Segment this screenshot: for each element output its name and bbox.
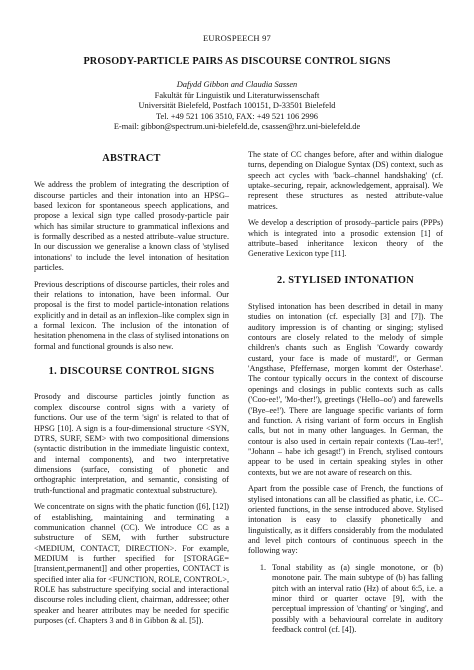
abstract-heading: ABSTRACT — [102, 153, 161, 164]
author-names: Dafydd Gibbon and Claudia Sassen — [176, 80, 298, 89]
right-paragraph-1: The state of CC changes before, after and within dialogue turns, depending on Dialogue Syntax (DS) context, such as speech act cycles with 'back–channel handshaking' (cf. uptake–securing, repair, acknowledgement, appraisal). We represent these structures as nested attribute-value matrices. — [248, 150, 443, 211]
right-column — [248, 150, 443, 635]
author-block — [0, 80, 474, 133]
email-line: E-mail: gibbon@spectrum.uni-bielefeld.de, csassen@hrz.uni-bielefeld.de — [113, 122, 361, 132]
contact-line: Tel. +49 521 106 3510, FAX: +49 521 106 2996 — [155, 111, 318, 121]
section-1-paragraph-1: Prosody and discourse particles jointly function as complex discourse control signs with a variety of functions. Our use of the term 'sign' is related to that of HPSG [10]. A sign is a four-dimensional structure <SYN, DTRS, SURF, SEM> with two compositional dimensions (syntactic distribution in the immediate linguistic context, and internal components), and two interpretative dimensions (surface, consisting of phonetic and orthographic interpretation, and semantic, consisting of truth-functional and pragmatic contextual substructure). — [34, 392, 229, 495]
list-item-number: 1. — [259, 562, 266, 572]
left-column — [34, 150, 229, 633]
section-2-paragraph-2: Apart from the possible case of French, the functions of stylised intonations can all be classified as phatic, i.e. CC–oriented functions, in the sense introduced above. Stylised intonation is easy to classify phonetically and linguistically, as it differs considerably from the modulated and level pitch contours of continuous speech in the following way: — [248, 484, 443, 556]
right-paragraph-2: We develop a description of prosody–particle pairs (PPPs) which is integrated into a prosodic extension [1] of attribute–based inheritance lexicon theory of the Generative Lexicon type [11]. — [248, 218, 443, 259]
abstract-paragraph-1: We address the problem of integrating the description of discourse particles and their intonation into an HPSG–based lexicon for spontaneous speech applications, and propose a lexical sign type called prosody-particle pair which has similar structure to grammatical inflexions and is formally described as a nested attribute–value structure. In our discussion we generalise a known class of 'stylised intonations' to include the level intonation of hesitation particles. — [34, 180, 229, 273]
list-item — [248, 563, 443, 635]
address-line: Universität Bielefeld, Postfach 100151, D-33501 Bielefeld — [138, 101, 336, 111]
section-2-heading: 2. STYLISED INTONATION — [277, 274, 414, 286]
section-1-paragraph-2: We concentrate on signs with the phatic function ([6], [12]) of establishing, maintaining and terminating a communication channel (CC). We introduce CC as a substructure of SEM, with further substructure <MEDIUM, CONTACT, DIRECTION>. For example, MEDIUM is further specified for [STORAGE=[transient,permanent]] and other properties, CONTACT is specified inter alia for <FUNCTION, ROLE, CONTROL>, ROLE has substructure specifying social and interactional discourse roles including client, chairman, addressee; other speaker and hearer attributes may be needed for specific purposes (cf. Chapters 3 and 8 in Gibbon & al. [5]). — [34, 502, 230, 625]
section-1-heading: 1. DISCOURSE CONTROL SIGNS — [48, 366, 215, 378]
paper-title: PROSODY-PARTICLE PAIRS AS DISCOURSE CONTROL SIGNS — [83, 56, 391, 67]
list-item-text: Tonal stability as (a) single monotone, or (b) monotone pair. The main subtype of (b) has falling pitch with an interval ratio (Hz) of about 6:5, i.e. a minor third or quarter octave [9], with the perceptual impression of 'chanting' or 'singing', and possibly with a behavioural correlate in auditory feedback control (cf. [4]). — [272, 562, 443, 634]
section-2-paragraph-1: Stylised intonation has been described in detail in many studies on intonation (cf. especially [3] and [7]). The auditory impression is of chanting or singing; stylised contours are closely related to the melody of simple children's chants such as English 'Cowardy cowardy custard, your face is made of mustard!', or German 'Angsthase, Pfeffernase, morgen kommt der Osterhase'. The contour typically occurs in the context of discourse openings and closings in public contexts such as calls ('Coo-ee!', 'Mo-ther!'), greetings ('Hello–oo') and farewells ('Bye–ee!'). There are language specific variants of form and function. A rising variant of form occurs in English calls, but not in many other languages. In German, the contour is also used in certain repair contexts ('Lau–ter!', "Johann – habe ich gesagt!') in French, stylised contours appear to be used in certain speaking styles in other contexts, but we are not aware of research on this. — [248, 302, 443, 477]
affiliation-line: Fakultät für Linguistik und Literaturwissenschaft — [154, 90, 320, 100]
abstract-paragraph-2: Previous descriptions of discourse particles, their roles and their relations to intonation, have been informal. Our proposal is the first to model particle-intonation relations explicitly and in detail as an inflexion–like complex sign in a formal lexicon. The inclusion of the intonation of hesitation phenomena in the class of stylised intonations on formal and functional grounds is also new. — [34, 279, 229, 351]
running-header: EUROSPEECH 97 — [202, 33, 271, 43]
